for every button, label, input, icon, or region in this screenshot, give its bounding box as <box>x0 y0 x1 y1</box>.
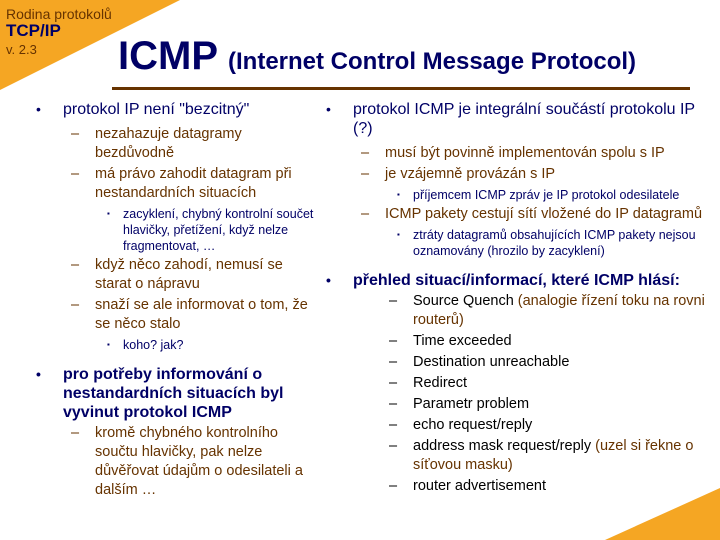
sub-bullet <box>63 165 318 254</box>
sub-bullet: – nezahazuje datagramy bezdůvodně <box>63 125 318 163</box>
bullet-text: přehled situací/informací, které ICMP hlásí: <box>353 272 680 289</box>
bullet-text: protokol ICMP je integrální součástí protokolu IP (?) <box>353 101 695 137</box>
bullet-text: protokol IP není "bezcitný" <box>63 101 250 118</box>
sub-bullet: – musí být povinně implementován spolu s IP <box>353 144 713 163</box>
bullet-icmp-integral <box>318 100 713 259</box>
detail-bullet: ▪ koho? jak? <box>95 337 318 353</box>
sub-bullet-text: snaží se ale informovat o tom, že se něco stalo <box>95 297 308 332</box>
detail-bullet: ▪ zacyklení, chybný kontrolní součet hlavičky, přetížení, když nelze fragmentovat, … <box>95 206 318 254</box>
message-type-item: – address mask request/reply (uzel si řekne o síťovou masku) <box>381 437 713 475</box>
slide-title-paren: (Internet Control Message Protocol) <box>228 48 637 75</box>
bullet-text: pro potřeby informování o nestandardních situacích byl vyvinut protokol ICMP <box>63 366 284 421</box>
sub-bullet-text: je vzájemně provázán s IP <box>385 166 556 182</box>
sub-bullet-text: ICMP pakety cestují sítí vložené do IP datagramů <box>385 206 703 222</box>
bullet-ip-not-heartless <box>28 100 318 353</box>
bullet-icmp-developed <box>28 365 318 500</box>
slide-title <box>118 34 636 79</box>
message-type-item: – Time exceeded <box>381 332 713 351</box>
message-type-item: – router advertisement <box>381 477 713 496</box>
sub-bullet: – kromě chybného kontrolního součtu hlavičky, pak nelze důvěřovat údajům o odesilateli a dalším … <box>63 424 318 500</box>
sub-bullet <box>353 205 713 259</box>
slide-title-main: ICMP <box>118 34 218 78</box>
sub-bullet <box>353 165 713 203</box>
title-divider <box>112 87 690 90</box>
left-column <box>28 100 318 503</box>
message-type-item: – Parametr problem <box>381 395 713 414</box>
sub-bullet: – když něco zahodí, nemusí se starat o nápravu <box>63 256 318 294</box>
detail-bullet: ▪ příjemcem ICMP zpráv je IP protokol odesilatele <box>385 187 713 203</box>
right-column <box>318 100 713 499</box>
bullet-icmp-overview <box>318 271 713 496</box>
series-title: Rodina protokolů <box>6 6 112 22</box>
message-type-item: – Source Quench (analogie řízení toku na rovni routerů) <box>381 292 713 330</box>
message-type-item: – echo request/reply <box>381 416 713 435</box>
series-subtitle: TCP/IP <box>6 21 61 40</box>
sub-bullet-text: má právo zahodit datagram při nestandardních situacích <box>95 166 292 201</box>
message-type-item: – Redirect <box>381 374 713 393</box>
sub-bullet <box>63 296 318 353</box>
version-label: v. 2.3 <box>6 42 37 57</box>
detail-bullet: ▪ ztráty datagramů obsahujících ICMP pakety nejsou oznamovány (hrozilo by zacyklení) <box>385 227 713 259</box>
message-type-item: – Destination unreachable <box>381 353 713 372</box>
